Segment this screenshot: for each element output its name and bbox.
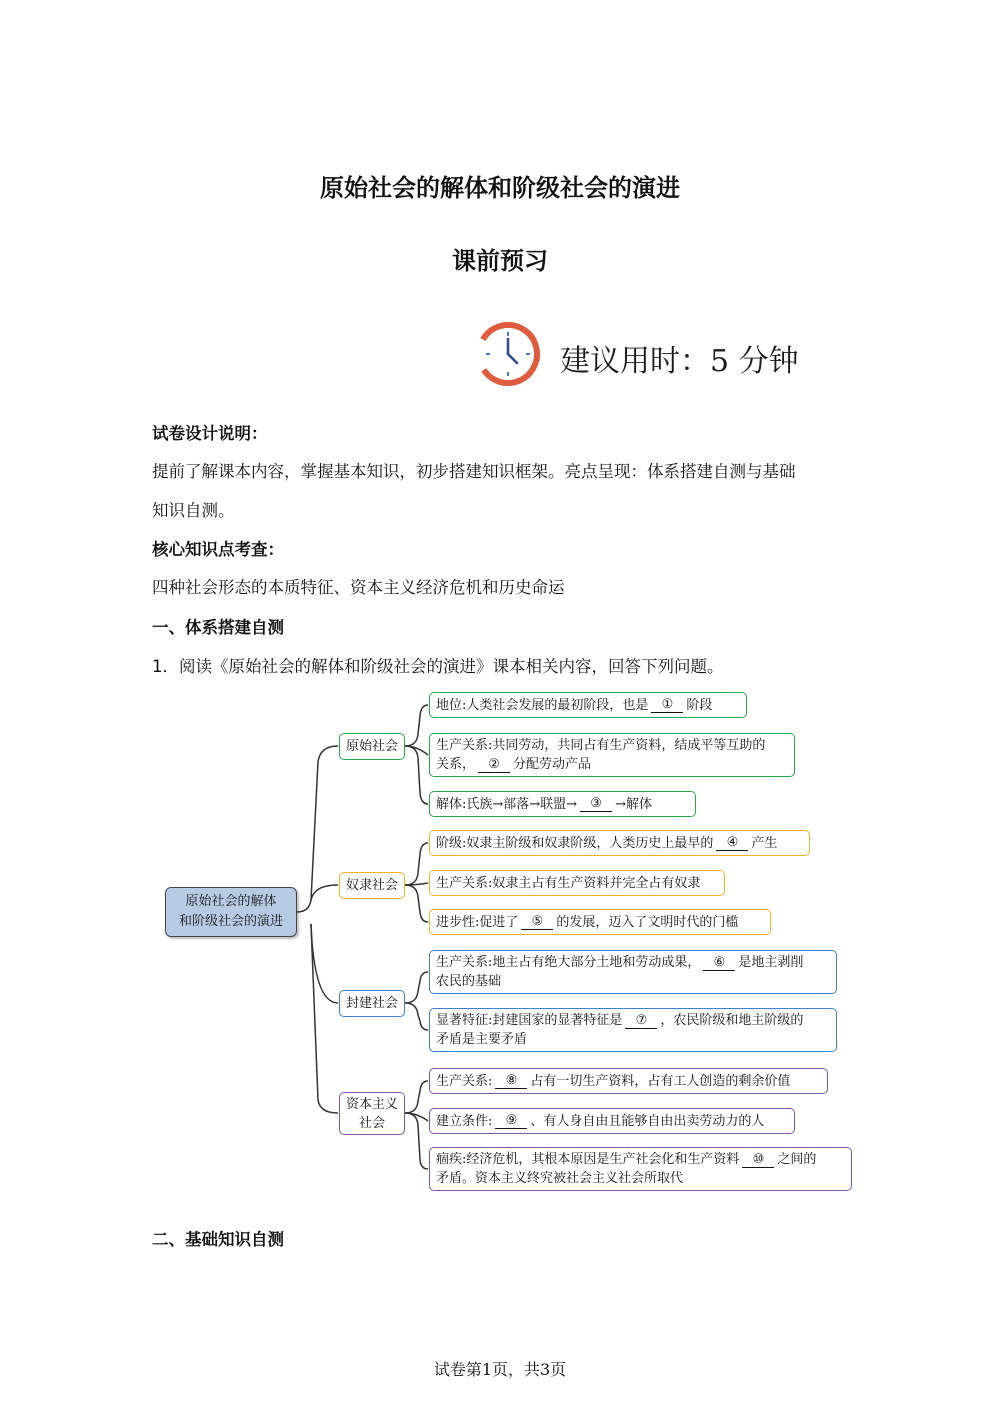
leaf-capitalist-relations: 生产关系: ⑧ 占有一切生产资料，占有工人创造的剩余价值 xyxy=(429,1068,828,1094)
page-title: 原始社会的解体和阶级社会的演进 xyxy=(320,174,680,202)
page-footer: 试卷第1页，共3页 xyxy=(433,1360,567,1379)
node-feudal-society: 封建社会 xyxy=(339,990,405,1017)
leaf-primitive-dissolution: 解体:氏族→部落→联盟→ ③ →解体 xyxy=(429,791,696,817)
leaf-capitalist-conditions: 建立条件: ⑨ 、有人身自由且能够自由出卖劳动力的人 xyxy=(429,1108,795,1134)
root-line-2: 和阶级社会的演进 xyxy=(178,914,283,929)
blank-9: ⑨ xyxy=(495,1113,527,1129)
capitalist-label-1: 资本主义 xyxy=(345,1096,398,1112)
blank-7: ⑦ xyxy=(625,1013,657,1029)
blank-5: ⑤ xyxy=(521,914,553,930)
core-heading: 核心知识点考查： xyxy=(152,540,284,559)
leaf-slave-progress: 进步性:促进了 ⑤ 的发展，迈入了文明时代的门槛 xyxy=(429,909,771,935)
root-line-1: 原始社会的解体 xyxy=(185,894,277,909)
core-text: 四种社会形态的本质特征、资本主义经济危机和历史命运 xyxy=(152,578,565,597)
blank-6: ⑥ xyxy=(703,955,735,971)
blank-8: ⑧ xyxy=(495,1073,527,1089)
mindmap-root xyxy=(165,887,297,937)
capitalist-label-2: 社会 xyxy=(358,1115,385,1131)
design-heading: 试卷设计说明： xyxy=(152,424,268,443)
blank-3: ③ xyxy=(580,796,612,812)
node-primitive-society: 原始社会 xyxy=(339,733,405,760)
leaf-primitive-status: 地位:人类社会发展的最初阶段，也是 ① 阶段 xyxy=(429,692,747,718)
leaf-capitalist-malady: 痼疾:经济危机，其根本原因是生产社会化和生产资料 ⑩ 之间的 矛盾。资本主义终究被社会主义社会所取代 xyxy=(429,1147,852,1191)
leaf-slave-relations: 生产关系:奴隶主占有生产资料并完全占有奴隶 xyxy=(429,870,725,896)
section-2-heading: 二、基础知识自测 xyxy=(152,1230,284,1249)
leaf-slave-class: 阶级:奴隶主阶级和奴隶阶级，人类历史上最早的 ④ 产生 xyxy=(429,830,810,856)
leaf-feudal-features: 显著特征:封建国家的显著特征是 ⑦ ，农民阶级和地主阶级的 矛盾是主要矛盾 xyxy=(429,1008,837,1052)
question-1: 1．阅读《原始社会的解体和阶级社会的演进》课本相关内容，回答下列问题。 xyxy=(152,657,724,676)
leaf-primitive-relations: 生产关系:共同劳动，共同占有生产资料，结成平等互助的 关系， ② 分配劳动产品 xyxy=(429,733,795,777)
leaf-feudal-relations: 生产关系:地主占有绝大部分土地和劳动成果， ⑥ 是地主剥削 农民的基础 xyxy=(429,950,837,994)
suggested-time-text: 建议用时：5 分钟 xyxy=(560,344,799,379)
node-slave-society: 奴隶社会 xyxy=(339,872,405,899)
design-line-2: 知识自测。 xyxy=(152,501,235,520)
blank-10: ⑩ xyxy=(742,1152,774,1168)
page-subtitle: 课前预习 xyxy=(452,247,548,275)
blank-2: ② xyxy=(478,757,510,773)
section-1-heading: 一、体系搭建自测 xyxy=(152,618,284,637)
blank-4: ④ xyxy=(716,835,748,851)
node-capitalist-society xyxy=(339,1092,405,1135)
blank-1: ① xyxy=(651,697,683,713)
design-line-1: 提前了解课本内容，掌握基本知识，初步搭建知识框架。亮点呈现：体系搭建自测与基础 xyxy=(152,462,796,481)
